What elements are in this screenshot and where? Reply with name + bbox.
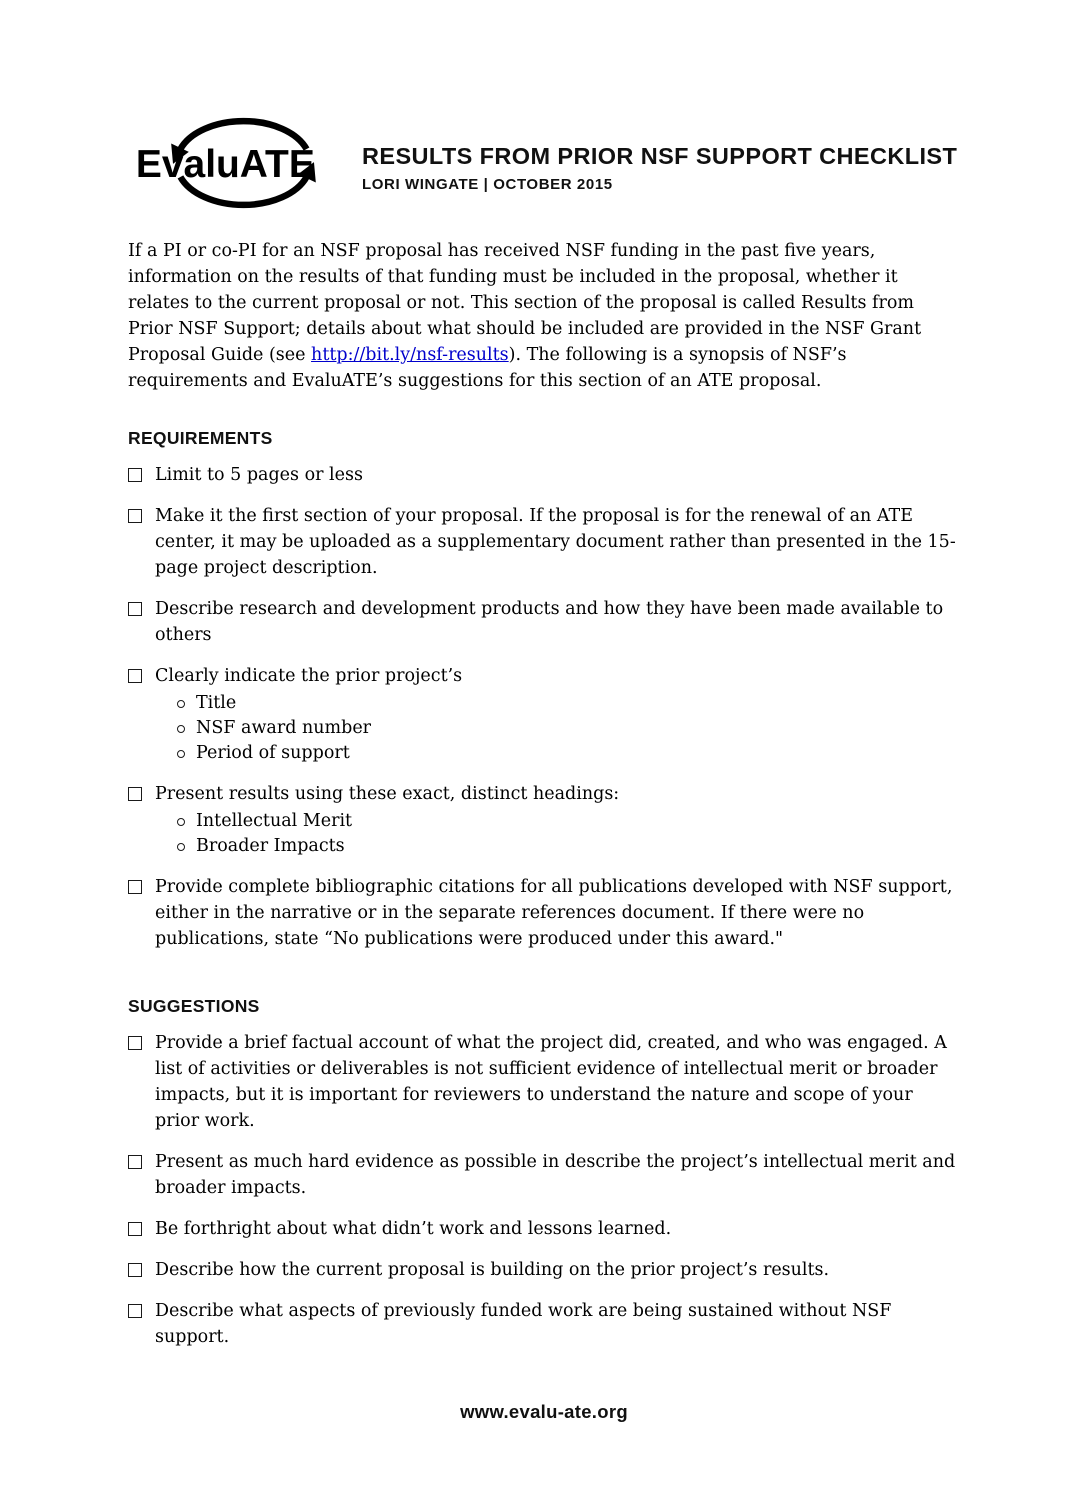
checklist-subitem	[177, 834, 960, 859]
checklist-subitem-text: Title	[196, 693, 237, 713]
checklist-item	[128, 874, 960, 952]
section-heading-requirements: REQUIREMENTS	[128, 428, 273, 448]
checklist-item	[128, 663, 960, 766]
checkbox-icon	[128, 787, 142, 801]
checklist-item-text: Provide complete bibliographic citations for all publications developed with NSF support, either in the narrative or in the separate references document. If there were no publications, state “No publications were produced under this award."	[155, 877, 953, 949]
checklist-subitems	[155, 691, 960, 766]
checklist-subitem	[177, 809, 960, 834]
checklist-item	[128, 1257, 960, 1283]
title-block	[362, 133, 957, 192]
checklist-item-text: Describe research and development products and how they have been made available to others	[155, 599, 944, 645]
circle-bullet-icon	[177, 725, 185, 733]
checklist-sections	[128, 428, 960, 1350]
intro-text-after-link: ). The following is a synopsis of NSF’s requirements and EvaluATE’s suggestions for this section of an ATE proposal.	[128, 345, 847, 391]
circle-bullet-icon	[177, 818, 185, 826]
checklist-subitem	[177, 691, 960, 716]
checkbox-icon	[128, 1263, 142, 1277]
checklist-subitem-text: Broader Impacts	[196, 836, 345, 856]
checklist-subitem	[177, 716, 960, 741]
document-header	[128, 112, 960, 214]
checklist-item	[128, 1216, 960, 1242]
circle-bullet-icon	[177, 700, 185, 708]
checklist-item-text: Be forthright about what didn’t work and lessons learned.	[155, 1219, 672, 1239]
nsf-results-link[interactable]: http://bit.ly/nsf-results	[311, 345, 509, 365]
checklist-item-text: Describe how the current proposal is building on the prior project’s results.	[155, 1260, 830, 1280]
checklist-item	[128, 596, 960, 648]
logo-text: EvaluATE	[135, 142, 315, 186]
checkbox-icon	[128, 1155, 142, 1169]
checkbox-icon	[128, 468, 142, 482]
checkbox-icon	[128, 669, 142, 683]
checkbox-icon	[128, 880, 142, 894]
intro-text-before-link: If a PI or co-PI for an NSF proposal has received NSF funding in the past five years, information on the results of that funding must be included in the proposal, whether it relates to the current proposal or not. This section of the proposal is called Results from Prior NSF Support; details about what should be included are provided in the NSF Grant Proposal Guide (see	[128, 241, 922, 365]
checklist-item-text: Make it the first section of your proposal. If the proposal is for the renewal of an ATE center, it may be uploaded as a supplementary document rather than presented in the 15-page project description.	[155, 506, 956, 578]
intro-paragraph	[128, 238, 960, 394]
checklist-subitems	[155, 809, 960, 859]
checklist-item	[128, 503, 960, 581]
checkbox-icon	[128, 509, 142, 523]
checkbox-icon	[128, 602, 142, 616]
circle-bullet-icon	[177, 843, 185, 851]
checklist-item-text: Present results using these exact, distinct headings:	[155, 784, 620, 804]
checklist-subitem-text: NSF award number	[196, 718, 372, 738]
page-title: RESULTS FROM PRIOR NSF SUPPORT CHECKLIST	[362, 143, 958, 170]
section-requirements	[128, 428, 960, 952]
checklist-item	[128, 462, 960, 488]
checklist-item	[128, 781, 960, 859]
circle-bullet-icon	[177, 750, 185, 758]
checklist-subitem	[177, 741, 960, 766]
checklist-item	[128, 1030, 960, 1134]
checklist-item-text: Present as much hard evidence as possible in describe the project’s intellectual merit and broader impacts.	[155, 1152, 956, 1198]
section-heading-suggestions: SUGGESTIONS	[128, 996, 260, 1016]
checkbox-icon	[128, 1304, 142, 1318]
checklist-item-text: Describe what aspects of previously funded work are being sustained without NSF support.	[155, 1301, 892, 1347]
checklist-item	[128, 1149, 960, 1201]
checklist-item-text: Limit to 5 pages or less	[155, 465, 363, 485]
checklist-subitem-text: Period of support	[196, 743, 350, 763]
checkbox-icon	[128, 1222, 142, 1236]
checklist-item-text: Clearly indicate the prior project’s	[155, 666, 463, 686]
checklist-subitem-text: Intellectual Merit	[196, 811, 353, 831]
footer-url: www.evalu-ate.org	[460, 1401, 628, 1422]
evaluate-logo	[128, 112, 346, 214]
page-subtitle: LORI WINGATE | OCTOBER 2015	[362, 175, 613, 193]
checklist-item	[128, 1298, 960, 1350]
section-suggestions	[128, 996, 960, 1350]
checklist-item-text: Provide a brief factual account of what the project did, created, and who was engaged. A list of activities or deliverables is not sufficient evidence of intellectual merit or broader impacts, but it is important for reviewers to understand the nature and scope of your prior work.	[155, 1033, 947, 1131]
checkbox-icon	[128, 1036, 142, 1050]
